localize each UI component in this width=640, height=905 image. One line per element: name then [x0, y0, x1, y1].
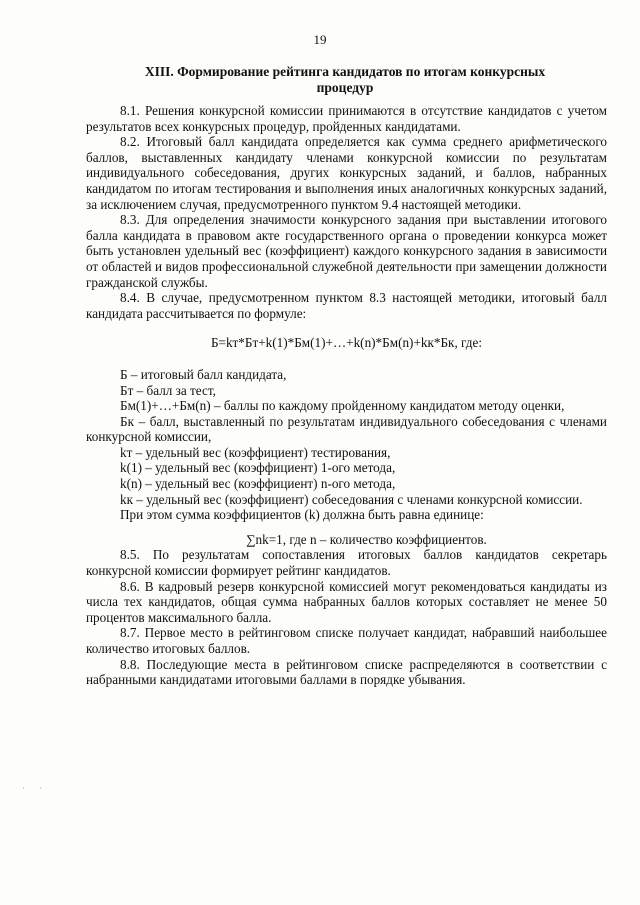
definition-bm: Бм(1)+…+Бм(n) – баллы по каждому пройденному кандидатом методу оценки, — [120, 398, 565, 414]
paragraph-8-1: 8.1. Решения конкурсной комиссии принимаются в отсутствие кандидатов с учетом результатов всех конкурсных процедур, пройденных кандидатами. — [86, 103, 607, 134]
definition-bt: Бт – балл за тест, — [120, 382, 216, 398]
paragraph-8-6: 8.6. В кадровый резерв конкурсной комиссией могут рекомендоваться кандидаты из числа тех кандидатов, общая сумма набранных баллов которых составляет не менее 50 процентов максимального балла. — [86, 578, 607, 625]
paragraph-8-5: 8.5. По результатам сопоставления итоговых баллов кандидатов секретарь конкурсной комиссии формирует рейтинг кандидатов. — [86, 547, 607, 579]
sum-intro: При этом сумма коэффициентов (k) должна быть равна единице: — [120, 507, 484, 523]
section-heading — [110, 64, 580, 96]
definition-b: Б – итоговый балл кандидата, — [120, 366, 287, 382]
scan-artifact-marks: · · — [22, 783, 49, 793]
paragraph-8-7: 8.7. Первое место в рейтинговом списке получает кандидат, набравший наибольшее количество итоговых баллов. — [86, 625, 607, 656]
paragraph-8-3: 8.3. Для определения значимости конкурсного задания при выставлении итогового балла кандидата в правовом акте государственного органа о проведении конкурса может быть установлен удельный вес (коэффициент) каждого конкурсного задания в зависимости от областей и видов профессиональной служебной деятельности при замещении должности гражданской службы. — [86, 212, 607, 290]
rating-formula: Б=kт*Бт+k(1)*Бм(1)+…+k(n)*Бм(n)+kк*Бк, где: — [210, 335, 483, 351]
page-number: 19 — [313, 32, 327, 47]
paragraph-8-2: 8.2. Итоговый балл кандидата определяется как сумма среднего арифметического баллов, выставленных кандидату членами конкурсной комиссии по результатам индивидуального собеседования, других конкурсных заданий, и баллов, набранных кандидатом по итогам тестирования и выполнения иных аналогичных конкурсных заданий, за исключением случая, предусмотренного пунктом 9.4 настоящей методики. — [86, 134, 607, 212]
sum-formula: ∑nk=1, где n – количество коэффициентов. — [246, 531, 487, 547]
definition-k1: k(1) – удельный вес (коэффициент) 1-ого метода, — [120, 460, 396, 476]
definition-kn: k(n) – удельный вес (коэффициент) n-ого метода, — [120, 476, 396, 492]
definition-bk: Бк – балл, выставленный по результатам индивидуального собеседования с членами конкурсной комиссии, — [86, 413, 607, 445]
section-heading-line-1: XIII. Формирование рейтинга кандидатов по итогам конкурсных — [144, 64, 546, 79]
document-body — [86, 103, 607, 688]
definition-kk: kк – удельный вес (коэффициент) собеседования с членами конкурсной комиссии. — [120, 491, 583, 507]
section-heading-line-2: процедур — [316, 80, 374, 95]
paragraph-8-8: 8.8. Последующие места в рейтинговом списке распределяются в соответствии с набранными кандидатами итоговыми баллами в порядке убывания. — [86, 656, 607, 688]
definition-kt: kт – удельный вес (коэффициент) тестирования, — [120, 444, 391, 460]
paragraph-8-4: 8.4. В случае, предусмотренном пунктом 8.3 настоящей методики, итоговый балл кандидата рассчитывается по формуле: — [86, 290, 607, 321]
